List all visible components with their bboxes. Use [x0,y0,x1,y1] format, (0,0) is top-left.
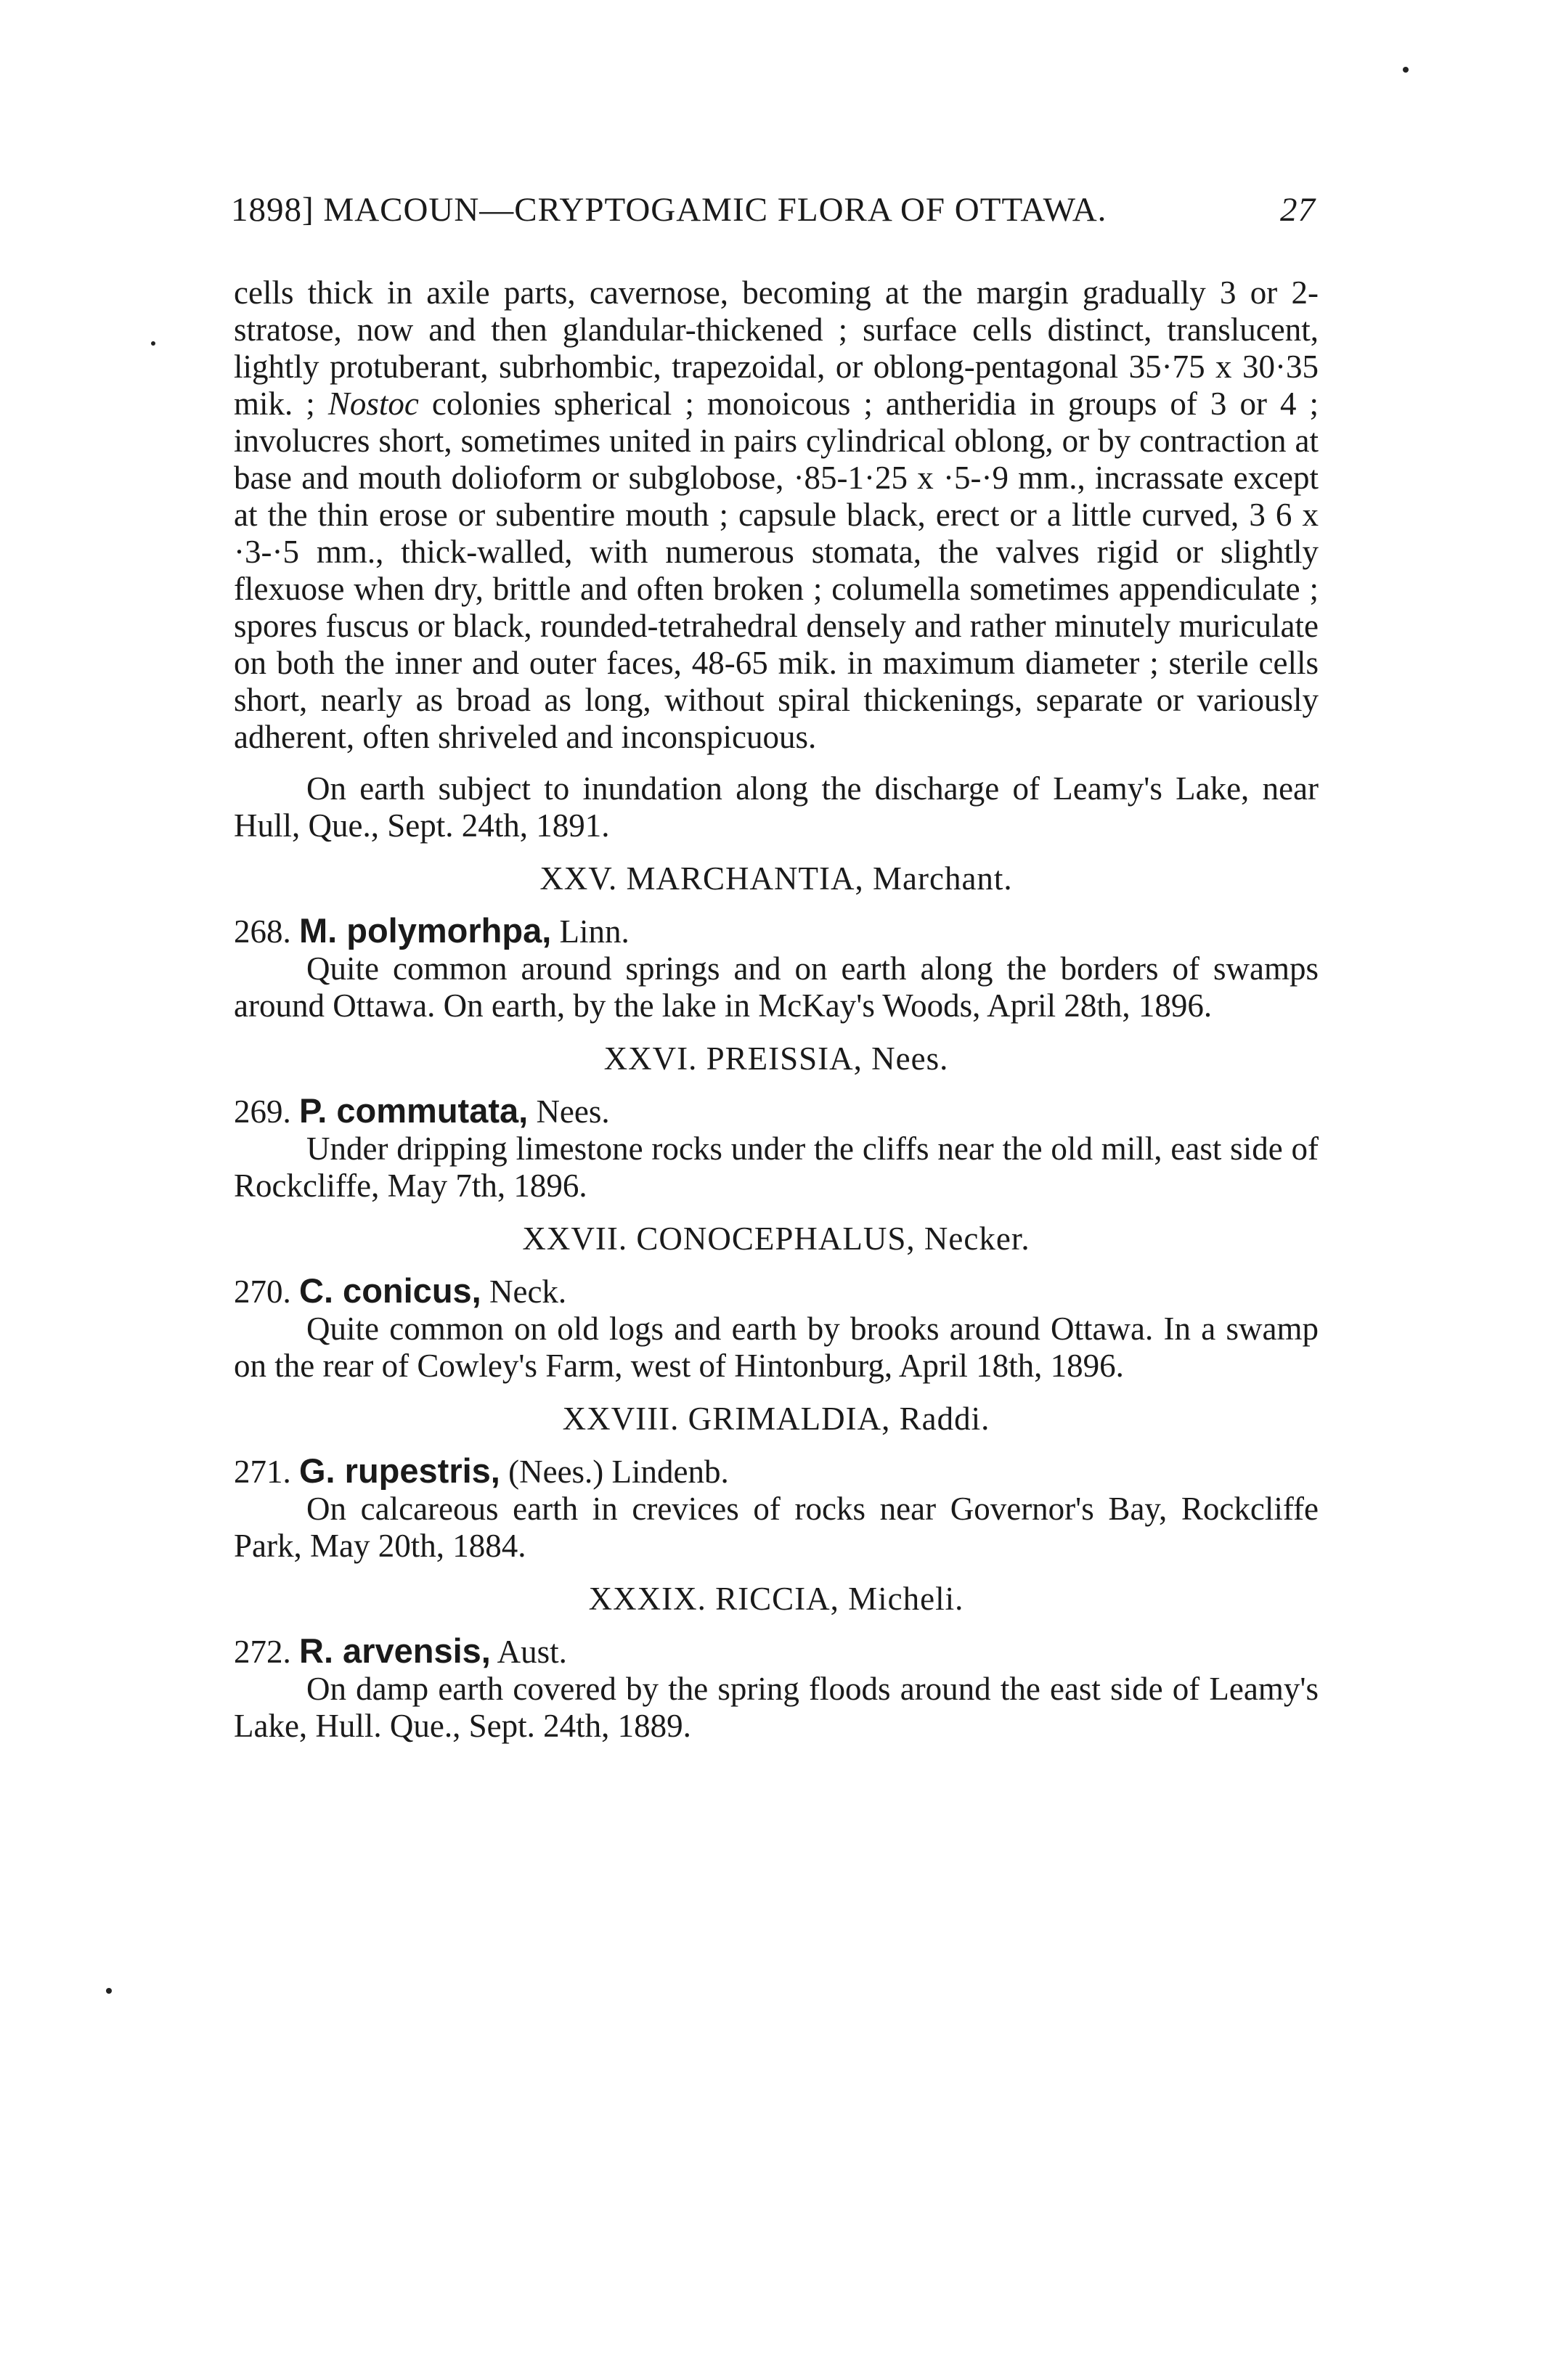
running-header [231,190,1316,241]
species-entry [234,1272,1319,1311]
genus-heading: XXVII. CONOCEPHALUS, Necker. [522,1220,1030,1257]
locality-paragraph: Quite common around springs and on earth along the borders of swamps around Ottawa. On earth, by the lake in McKay's Woods, April 28th, 1896. [234,950,1319,1024]
species-number: 269. [234,1093,291,1130]
species-name: R. arvensis, [299,1631,491,1670]
genus-heading: XXVI. PREISSIA, Nees. [603,1040,949,1077]
species-entry [234,1452,1319,1491]
locality-paragraph: On earth subject to inundation along the discharge of Leamy's Lake, near Hull, Que., Sept. 24th, 1891. [234,770,1319,844]
genus-nostoc: Nostoc [327,386,419,422]
species-number: 268. [234,913,291,950]
species-entry [234,1632,1319,1671]
speck-mark [1403,67,1409,73]
species-name: C. conicus, [299,1271,481,1310]
locality-paragraph: Quite common on old logs and earth by brooks around Ottawa. In a swamp on the rear of Cowley's Farm, west of Hintonburg, April 18th, 1896. [234,1311,1319,1384]
body-text [234,274,1319,1745]
species-entry [234,912,1319,950]
genus-heading: XXVIII. GRIMALDIA, Raddi. [562,1401,990,1437]
species-number: 271. [234,1454,291,1490]
species-author: Neck. [481,1273,567,1310]
genus-heading: XXV. MARCHANTIA, Marchant. [539,860,1013,897]
species-number: 270. [234,1273,291,1310]
species-author: Nees. [528,1093,610,1130]
species-name: P. commutata, [299,1091,529,1130]
species-name: M. polymorhpa, [299,911,552,950]
locality-paragraph: Under dripping limestone rocks under the cliffs near the old mill, east side of Rockcliffe, May 7th, 1896. [234,1130,1319,1204]
species-author: Linn. [551,913,630,950]
species-number: 272. [234,1634,291,1670]
locality-paragraph: On damp earth covered by the spring floods around the east side of Leamy's Lake, Hull. Que., Sept. 24th, 1889. [234,1671,1319,1744]
page-number: 27 [1280,191,1316,229]
speck-mark [106,1988,112,1994]
running-title: 1898] MACOUN—CRYPTOGAMIC FLORA OF OTTAWA. [231,191,1107,229]
species-entry [234,1092,1319,1130]
species-author: Aust. [490,1634,567,1670]
species-name: G. rupestris, [299,1451,500,1490]
species-author: (Nees.) Lindenb. [500,1454,729,1490]
genus-heading: XXXIX. RICCIA, Micheli. [588,1581,964,1617]
locality-paragraph: On calcareous earth in crevices of rocks near Governor's Bay, Rockcliffe Park, May 20th, 1884. [234,1491,1319,1564]
speck-mark [151,341,155,346]
species-description: cells thick in axile parts, cavernose, becoming at the margin gradually 3 or 2-stratose, now and then glandular-thickened ; surface cells distinct, translucent, lightly protuberant, subrhombic, trapezoidal, or oblong-pentagonal 35·75 x 30·35 mik. ; Nostoc colonies spherical ; monoicous ; antheridia in groups of 3 or 4 ; involucres short, sometimes united in pairs cylindrical oblong, or by contraction at base and mouth dolioform or subglobose, ·85-1·25 x ·5-·9 mm., incrassate except at the thin erose or subentire mouth ; capsule black, erect or a little curved, 3 6 x ·3-·5 mm., thick-walled, with numerous stomata, the valves rigid or slightly flexuose when dry, brittle and often broken ; columella sometimes appendiculate ; spores fuscus or black, rounded-tetrahedral densely and rather minutely muriculate on both the inner and outer faces, 48-65 mik. in maximum diameter ; sterile cells short, nearly as broad as long, without spiral thickenings, separate or variously adherent, often shriveled and inconspicuous. [234,274,1319,755]
